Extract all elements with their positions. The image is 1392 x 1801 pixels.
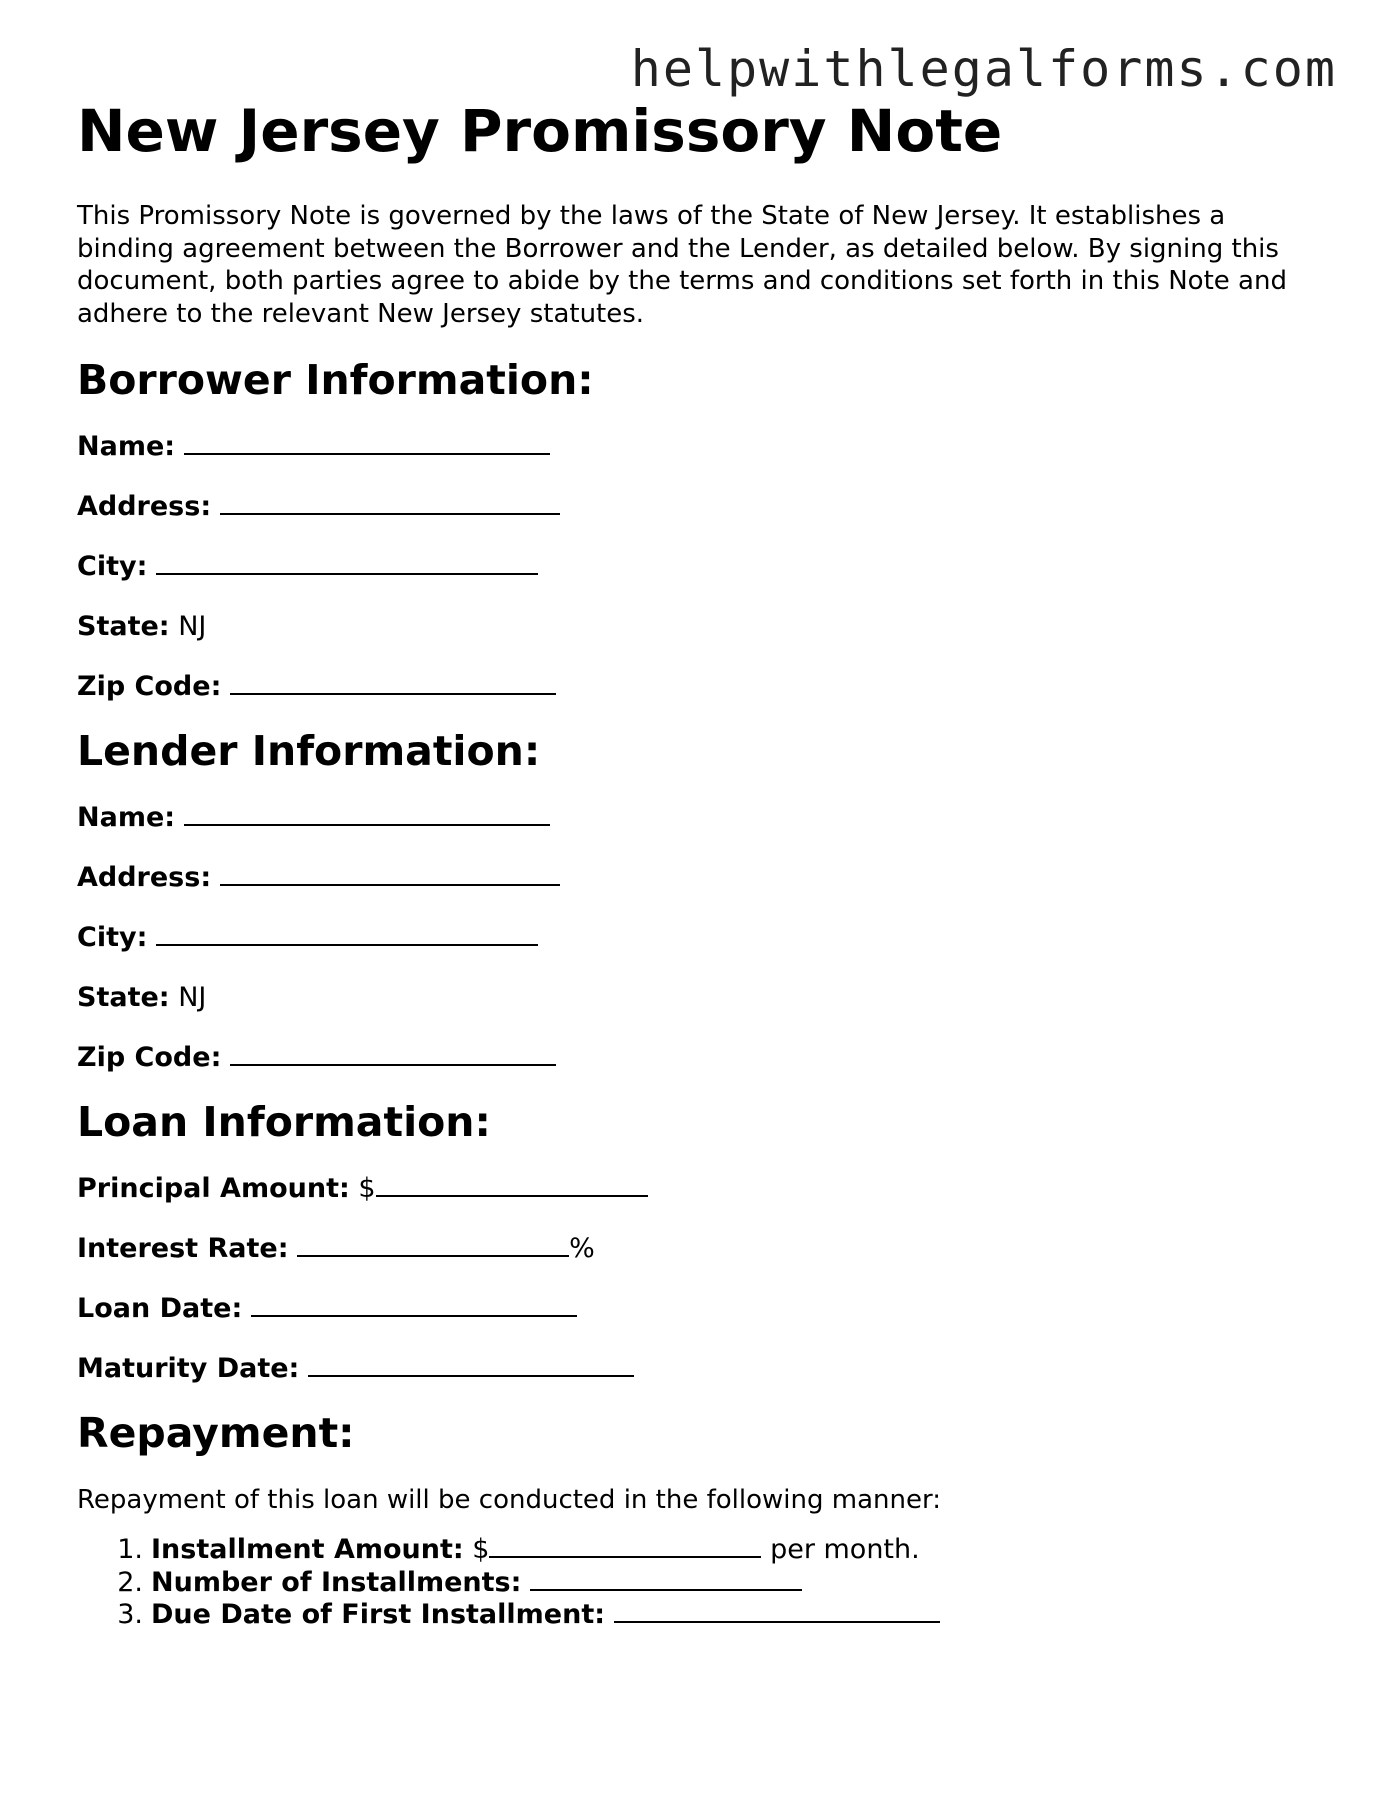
- list-item[interactable]: [77, 1534, 1317, 1567]
- installments-count-blank[interactable]: [530, 1567, 802, 1591]
- loan-date-label: Loan Date:: [77, 1293, 243, 1324]
- list-item-label: Due Date of First Installment:: [151, 1599, 606, 1630]
- borrower-heading: Borrower Information:: [77, 356, 594, 404]
- lender-state-value: NJ: [178, 982, 207, 1013]
- loan-date-field[interactable]: [77, 1292, 1317, 1326]
- lender-city-blank[interactable]: [156, 922, 538, 946]
- lender-zip-label: Zip Code:: [77, 1042, 222, 1073]
- page-title: New Jersey Promissory Note: [77, 97, 1003, 165]
- lender-city-field[interactable]: [77, 921, 1317, 955]
- repayment-heading: Repayment:: [77, 1409, 355, 1457]
- list-item-label: Installment Amount:: [151, 1534, 464, 1565]
- loan-heading: Loan Information:: [77, 1098, 491, 1146]
- borrower-city-field[interactable]: [77, 550, 1317, 584]
- principal-field[interactable]: [77, 1172, 1317, 1206]
- borrower-zip-label: Zip Code:: [77, 671, 222, 702]
- list-item-number: 1.: [117, 1534, 143, 1565]
- lender-name-field[interactable]: [77, 801, 1317, 835]
- maturity-date-field[interactable]: [77, 1352, 1317, 1386]
- borrower-address-label: Address:: [77, 491, 212, 522]
- list-item-suffix: per month.: [770, 1534, 920, 1565]
- borrower-city-blank[interactable]: [156, 551, 538, 575]
- maturity-date-blank[interactable]: [308, 1353, 634, 1377]
- borrower-zip-field[interactable]: [77, 670, 1317, 704]
- installment-amount-blank[interactable]: [489, 1534, 761, 1558]
- lender-city-label: City:: [77, 922, 148, 953]
- borrower-name-field[interactable]: [77, 430, 1317, 464]
- lender-address-blank[interactable]: [220, 862, 560, 886]
- borrower-address-blank[interactable]: [220, 491, 560, 515]
- document-page: [77, 98, 1317, 1632]
- lender-address-field[interactable]: [77, 861, 1317, 895]
- list-item[interactable]: [77, 1599, 1317, 1632]
- lender-name-label: Name:: [77, 802, 176, 833]
- maturity-date-label: Maturity Date:: [77, 1353, 300, 1384]
- loan-date-blank[interactable]: [251, 1293, 577, 1317]
- list-item-number: 2.: [117, 1566, 143, 1598]
- lender-heading: Lender Information:: [77, 727, 541, 775]
- borrower-name-label: Name:: [77, 431, 176, 462]
- borrower-zip-blank[interactable]: [230, 671, 556, 695]
- borrower-state-value: NJ: [178, 611, 207, 642]
- lender-state-label: State:: [77, 982, 170, 1013]
- first-due-date-blank[interactable]: [614, 1599, 940, 1623]
- borrower-state-field: [77, 610, 1317, 644]
- repayment-intro: Repayment of this loan will be conducted in the following manner:: [77, 1485, 941, 1515]
- lender-zip-field[interactable]: [77, 1041, 1317, 1075]
- principal-prefix: $: [358, 1173, 376, 1204]
- intro-paragraph: This Promissory Note is governed by the laws of the State of New Jersey. It establishes a binding agreement between the Borrower and the Lender, as detailed below. By signing this document, both parties agree to abide by the terms and conditions set forth in this Note and adhere to the relevant New Jersey statutes.: [77, 201, 1287, 329]
- lender-zip-blank[interactable]: [230, 1042, 556, 1066]
- interest-rate-label: Interest Rate:: [77, 1233, 289, 1264]
- list-item-prefix: $: [472, 1534, 490, 1565]
- borrower-city-label: City:: [77, 551, 148, 582]
- borrower-address-field[interactable]: [77, 490, 1317, 524]
- repayment-list: [77, 1534, 1317, 1632]
- lender-name-blank[interactable]: [184, 802, 550, 826]
- interest-rate-blank[interactable]: [297, 1233, 569, 1257]
- list-item-number: 3.: [117, 1599, 143, 1630]
- borrower-state-label: State:: [77, 611, 170, 642]
- interest-rate-field[interactable]: [77, 1232, 1317, 1266]
- principal-blank[interactable]: [376, 1173, 648, 1197]
- principal-label: Principal Amount:: [77, 1173, 350, 1204]
- borrower-name-blank[interactable]: [184, 431, 550, 455]
- lender-state-field: [77, 981, 1317, 1015]
- list-item-label: Number of Installments:: [151, 1566, 522, 1598]
- watermark: helpwithlegalforms.com: [630, 40, 1337, 98]
- list-item[interactable]: [77, 1567, 1317, 1600]
- interest-rate-suffix: %: [569, 1233, 595, 1264]
- lender-address-label: Address:: [77, 862, 212, 893]
